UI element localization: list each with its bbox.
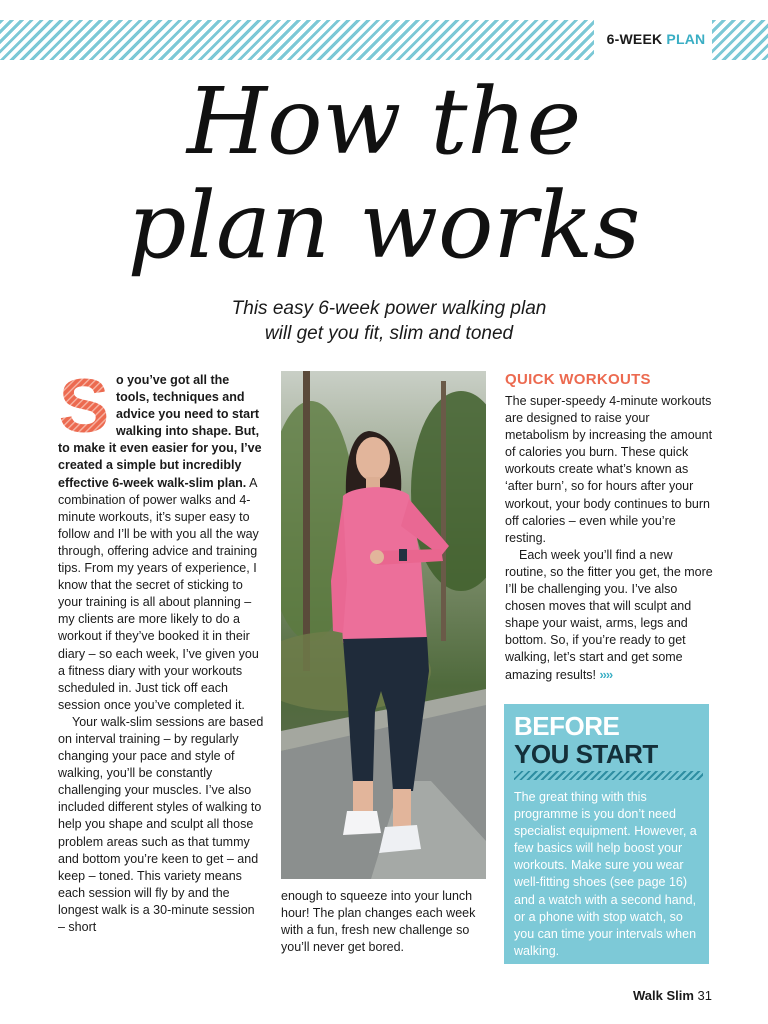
standfirst-line2: will get you fit, slim and toned [264,323,514,344]
standfirst [0,296,768,346]
before-you-start-text: The great thing with this programme is you don’t need specialist equipment. However, a few basics will help boost your workouts. Make sure you wear well-fitting shoes (see page 16) and a watch with a second hand, or a phone with stop watch, so you can time your intervals when walking. [514,790,697,958]
page-title-line1: How the [186,68,582,175]
article-paragraph-1: A combination of power walks and 4-minute workouts, it’s super easy to follow and I’ll be with you all the way through, offering advice and training tips. From my years of experience, I know that the secret of sticking to your training is all about planning – my clients are more likely to do a workout if they’ve booked it in their diary – so each week, I’ve given you a fitness diary with your workouts scheduled in. Just tick off each session once you’ve completed it. [58,475,259,712]
drop-cap [58,374,110,438]
section-tag-primary: 6-WEEK [606,31,663,47]
quick-workouts-paragraph-1: The super-speedy 4-minute workouts are designed to raise your metabolism by increasing the amount of calories you burn. These quick workouts create what’s known as ‘after burn’, so for hours after your workout, your body continues to burn off calories – even while you’re resting. [505,394,713,545]
article-column-1 [58,372,264,936]
header-stripes-right [712,20,768,60]
page-title-line2: plan works [127,172,641,279]
continue-arrows-icon: ›››› [599,667,613,682]
before-you-start-title [514,712,658,768]
quick-workouts-heading: QUICK WORKOUTS [505,371,651,388]
header-stripes-left [0,20,594,60]
before-you-start-title-line2: YOU START [514,739,658,769]
before-you-start-box [504,704,709,964]
photo-illustration [281,371,486,879]
article-lead: o you’ve got all the tools, techniques and advice you need to start walking into shape. But, to make it even easier for you, I’ve created a simple but incredibly effective 6-week walk-slim plan. [58,373,262,490]
before-you-start-title-line1: BEFORE [514,711,620,741]
quick-workouts-paragraph-2: Each week you’ll find a new routine, so the fitter you get, the more I’ll be challenging you. I’ve also chosen moves that will sculpt and shape your waist, arms, legs and bottom. So, if you’re ready to get walking, let’s start and get some amazing results! [505,547,713,682]
section-tag-accent: PLAN [666,31,706,47]
page-title [0,70,768,278]
article-column-2 [281,888,491,956]
article-paragraph-2: Your walk-slim sessions are based on interval training – by regularly changing your pace and style of walking, you’ll be constantly challenging your muscles. I’ve also included different styles of walking to help you shape and sculpt all those problem areas such as that tummy and bottom you’re keen to get – and keep – toned. This variety means each session will fly by and the longest walk is a 30-minute session – short [58,714,264,934]
standfirst-line1: This easy 6-week power walking plan [231,298,547,319]
box-stripe-divider [514,771,703,780]
walking-woman-photo [281,371,486,879]
page-footer [560,988,712,1003]
footer-page-number: 31 [697,988,712,1003]
section-tag [600,31,712,47]
drop-cap-graphic [58,374,110,438]
article-paragraph-2-continued: enough to squeeze into your lunch hour! The plan changes each week with a fun, fresh new challenge so you’ll never get bored. [281,889,476,955]
footer-publication: Walk Slim [632,988,694,1003]
quick-workouts-section [505,370,713,684]
drop-cap-letter: S [58,374,110,438]
